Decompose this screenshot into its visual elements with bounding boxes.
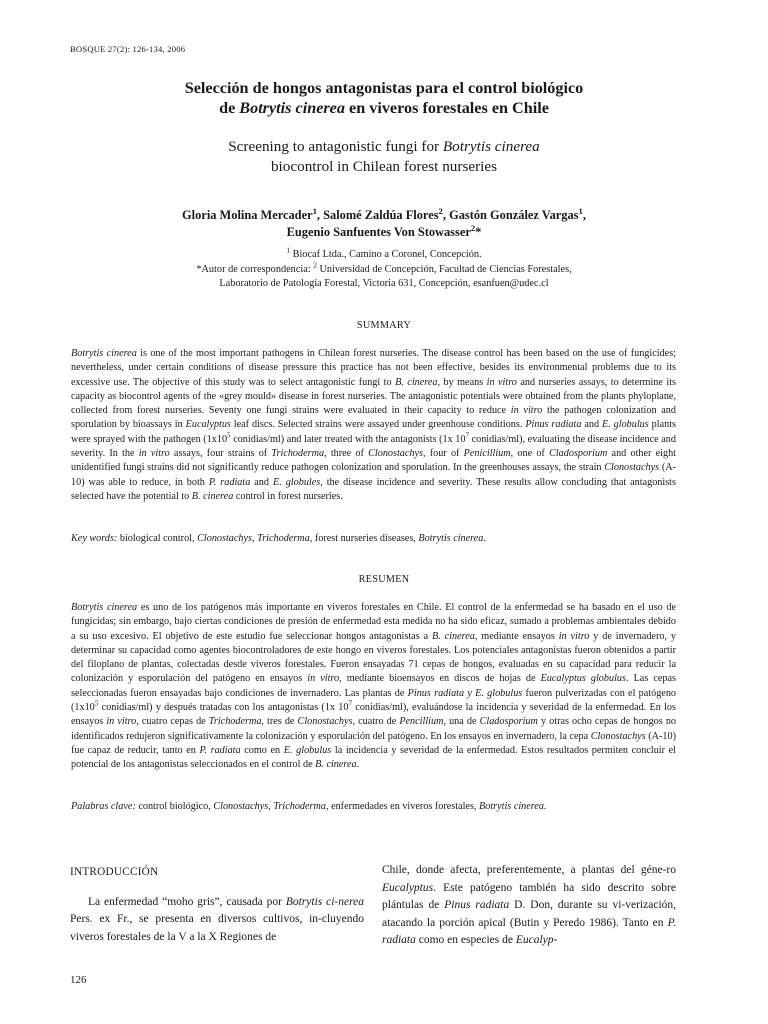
resumen-text: es uno de los patógenos más importante en viveros forestales en Chile. El control de la enfermedad se ha basado en el uso de fungicidas; sin embargo, bajo ciertas condiciones de presión de enfermedad esta medida no ha sido eficaz, sumado a problemas ambientales debido a su uso excesivo. El objetivo de este estudio fue seleccionar hongos antagonistas a	[71, 602, 677, 642]
summary-text: , by means	[437, 376, 487, 388]
species-name: Pencillium	[399, 716, 444, 728]
species-name: Botrytis cinerea	[71, 348, 137, 359]
exponent: 7	[348, 699, 353, 708]
exponent: 5	[94, 699, 99, 708]
species-name: E. globulus	[283, 744, 332, 756]
affil-text: Universidad de Concepción, Facultad de Ciencias Forestales,	[316, 263, 572, 275]
keyword-species: Botrytis cinerea.	[479, 801, 547, 812]
latin-term: in vitro	[486, 376, 517, 388]
resumen-paragraph	[71, 601, 676, 773]
affil-text: Biocaf Ltda., Camino a Coronel, Concepción.	[290, 249, 482, 260]
summary-text: leaf discs. Selected strains were assayed under greenhouse conditions.	[230, 419, 526, 431]
palabras-clave-line	[71, 800, 676, 814]
summary-text: , one of	[510, 448, 550, 460]
species-name: B. cinerea	[395, 376, 438, 388]
affiliation-line-2	[60, 263, 708, 278]
english-title-line-2: biocontrol in Chilean forest nurseries	[270, 158, 498, 175]
summary-heading: SUMMARY	[356, 320, 412, 331]
intro-text: La enfermedad “moho gris”, causada por	[88, 895, 286, 908]
resumen-text: , cuatro cepas de	[136, 716, 209, 728]
summary-text: plants were sprayed with the pathogen (1x10	[71, 419, 676, 445]
species-name: Eucalyptus	[382, 881, 434, 894]
affil-mark: 2	[313, 261, 317, 270]
resumen-text: conidias/ml) y después tratadas con los antagonistas (1x 10	[98, 702, 349, 714]
title-text: en viveros forestales en Chile	[344, 99, 549, 117]
author-affil-mark: 2	[470, 222, 476, 233]
palabras-clave-label: Palabras clave:	[71, 801, 136, 812]
page-number: 126	[70, 974, 87, 986]
latin-term: in vitro	[307, 673, 340, 685]
intro-text: Pers. ex Fr., se presenta en diversos cultivos, in-cluyendo viveros forestales de la V a la X Regiones de	[70, 913, 364, 943]
summary-text: , three of	[324, 448, 369, 460]
intro-paragraph-right	[382, 862, 676, 950]
latin-term: in vitro	[558, 630, 590, 642]
species-name: Clonostachys	[368, 448, 424, 460]
author-name: Gastón González Vargas	[449, 208, 579, 222]
resumen-text: , cuatro de	[352, 716, 400, 728]
species-name: Botrytis ci-nerea	[285, 895, 364, 908]
keywords-text: ,	[252, 533, 258, 544]
resumen-text: . Las cepas seleccionadas fueron ensayadas bajo condiciones de invernadero. Las plantas de	[71, 673, 676, 699]
summary-text: the disease incidence and severity. These results allow concluding that antagonists selected have the potential to	[71, 476, 676, 502]
summary-text: is one of the most important pathogens in Chilean forest nurseries. The disease control has been based on the use of fungicides; nevertheless, under certain conditions of disease pressure this practice has not been effective, besides its environmental problems due to its excessive use. The objective of this study was to select antagonistic fungi to	[71, 348, 676, 388]
species-name: Clonostachys	[590, 730, 646, 742]
introduccion-heading: INTRODUCCIÓN	[70, 866, 159, 878]
authors-line-2	[60, 224, 708, 241]
keywords-label: Key words:	[71, 533, 118, 544]
summary-text: assays, four strains of	[169, 448, 272, 460]
species-name: Eucalyptus globulus	[540, 673, 626, 685]
summary-text: control in forest nurseries.	[233, 490, 343, 502]
resumen-heading: RESUMEN	[358, 574, 410, 585]
keywords-line	[71, 532, 676, 546]
journal-citation: BOSQUE 27(2): 126-134, 2006	[70, 44, 186, 54]
palabras-text: control biológico,	[135, 801, 214, 812]
title-line-2	[60, 98, 708, 118]
resumen-text: , mediante ensayos	[474, 630, 559, 642]
authors-line-1: Gloria Molina Mercader$^1$, Salomé Zaldúa Flores$^2$, Gastón González Vargas$^1$,	[182, 205, 586, 222]
summary-text: the pathogen colonization and sporulation by bioassays in	[71, 405, 676, 431]
species-name: Cladosporium	[479, 716, 538, 728]
summary-text: , four of	[423, 448, 464, 460]
latin-term: in vitro	[106, 716, 137, 728]
title-species: Botrytis cinerea	[239, 99, 345, 117]
resumen-text: la incidencia y severidad de la enfermedad. Estos resultados permiten concluir el potencial de los antagonistas seleccionados en el control de	[71, 744, 676, 771]
corresponding-mark: *	[475, 225, 482, 239]
resumen-text: fueron pulverizadas con el patógeno (1x10	[71, 687, 677, 714]
article-title	[60, 78, 708, 118]
resumen-text: y de invernadero, y determinar su capacidad como agentes biocontroladores de este hongo en viveros forestales. Los potenciales antagonistas fueron obtenidos a partir del filoplano de plantas, colectadas desde viveros forestales. Fueron ensayadas 71 cepas de hongos, evaluadas en su capacidad para reducir la colonización y esporulación del patógeno en ensayos	[71, 630, 676, 685]
exponent: 7	[465, 431, 469, 440]
author-name: Eugenio Sanfuentes Von Stowasser	[286, 225, 471, 239]
species-name: E. globules,	[272, 476, 323, 488]
species-name: Clonostachys	[297, 716, 353, 728]
author-name: Gloria Molina Mercader	[182, 208, 313, 222]
summary-text: conidias/ml), evaluating the disease incidence and severity. In the	[71, 433, 676, 460]
english-title-species: Botrytis cinerea	[442, 138, 540, 155]
resumen-text: (A-10) fue capaz de reducir, tanto en	[71, 730, 676, 756]
english-title-line-1	[60, 137, 708, 157]
resumen-text: , tres de	[261, 716, 298, 728]
species-name: Eucalyp-	[515, 934, 558, 947]
species-name: P. radiata	[199, 744, 241, 756]
intro-paragraph-left	[70, 894, 364, 947]
affiliation-line-3: Laboratorio de Patología Forestal, Victoria 631, Concepción, esanfuen@udec.cl	[219, 278, 549, 290]
species-name: P. radiata	[208, 476, 251, 488]
affiliations	[60, 248, 708, 292]
species-name: Trichoderma	[208, 716, 262, 728]
title-line-1: Selección de hongos antagonistas para el control biológico	[184, 79, 584, 97]
species-name: B. cinerea	[432, 630, 475, 642]
affil-text: *Autor de correspondencia:	[196, 263, 314, 275]
summary-text: and other eight unidentified fungi strains did not significantly reduce pathogen colonization and sporulation. In the greenhouses assays, the strain	[71, 448, 676, 474]
species-name: Eucalyptus	[185, 419, 231, 431]
species-name: Trichoderma	[271, 448, 325, 460]
summary-text: conidias/ml) and later treated with the antagonists (1x 10	[230, 433, 466, 445]
species-name: Pinus radiata	[525, 419, 582, 431]
species-name: B. cinerea	[191, 490, 234, 502]
author-affil-mark: 1	[578, 205, 583, 216]
affil-mark: 1	[286, 246, 290, 255]
author-affil-mark: 1	[312, 205, 317, 216]
keyword-species: Clonostachys, Trichoderma,	[213, 801, 329, 812]
species-name: E. globulus	[601, 419, 649, 431]
keywords-text: forest nurseries diseases,	[312, 533, 419, 544]
resumen-text: y otras ocho cepas de hongos no identificados redujeron significativamente la colonización y esporulación del patógeno. En los ensayos en invernadero, la cepa	[71, 716, 677, 742]
intro-text: Chile, donde afecta, preferentemente, a plantas del géne-ro	[382, 864, 676, 876]
title-text: de	[219, 99, 240, 117]
palabras-text: enfermedades en viveros forestales,	[328, 801, 480, 812]
species-name: Botrytis cinerea	[71, 602, 138, 613]
intro-text: D. Don, durante su vi-verización, atacando la porción apical (Butin y Peredo 1986). Tanto en	[382, 899, 677, 929]
resumen-text: .	[356, 759, 360, 771]
resumen-text: , mediante bioensayos en discos de hojas de	[339, 673, 541, 685]
species-name: B. cinerea	[315, 759, 357, 771]
affiliation-line-1	[60, 248, 708, 263]
exponent: 5	[227, 431, 231, 440]
intro-text: . Este patógeno también ha sido descrito sobre plántulas de	[382, 881, 676, 912]
species-name: Clonostachys	[604, 462, 660, 474]
summary-paragraph	[71, 347, 676, 504]
keywords-text: biological control,	[117, 533, 198, 544]
resumen-text: como en	[240, 744, 284, 756]
author-name: Salomé Zaldúa Flores	[323, 208, 439, 222]
resumen-text: conidias/ml), evaluándose la incidencia y severidad de la enfermedad. En los ensayos	[71, 702, 676, 728]
latin-term: in vitro	[510, 405, 543, 417]
species-name: Penicillium	[463, 448, 511, 460]
left-column	[70, 864, 364, 946]
species-name: Cladosporium	[549, 448, 608, 460]
keyword-species: Trichoderma,	[257, 533, 313, 544]
resumen-text: , una de	[443, 716, 480, 728]
keyword-species: Clonostachys	[197, 533, 253, 544]
latin-term: in vitro	[138, 448, 170, 460]
species-name: Pinus radiata y E. globulus	[407, 687, 523, 699]
summary-text: and	[250, 476, 273, 488]
english-title	[60, 137, 708, 177]
keyword-species: Botrytis cinerea	[418, 533, 484, 544]
intro-text: como en especies de	[415, 934, 516, 947]
summary-text: and	[581, 419, 602, 431]
species-name: Pinus radiata	[444, 899, 510, 912]
right-column	[382, 862, 676, 950]
author-list	[60, 207, 708, 241]
summary-text: (A-10) was able to reduce, in both	[71, 462, 676, 488]
author-affil-mark: 2	[438, 205, 443, 216]
keywords-text: .	[483, 533, 486, 544]
species-name: P. radiata	[382, 916, 676, 947]
english-title-text: Screening to antagonistic fungi for	[228, 138, 443, 155]
summary-text: and nurseries assays, to determine its capacity as biocontrol agents of the «grey mould» disease in forest nurseries. The antagonistic potentials were obtained from the plants phyloplane, collected from forest nurseries. Seventy one fungi strains were evaluated in their capacity to reduce	[71, 376, 676, 417]
